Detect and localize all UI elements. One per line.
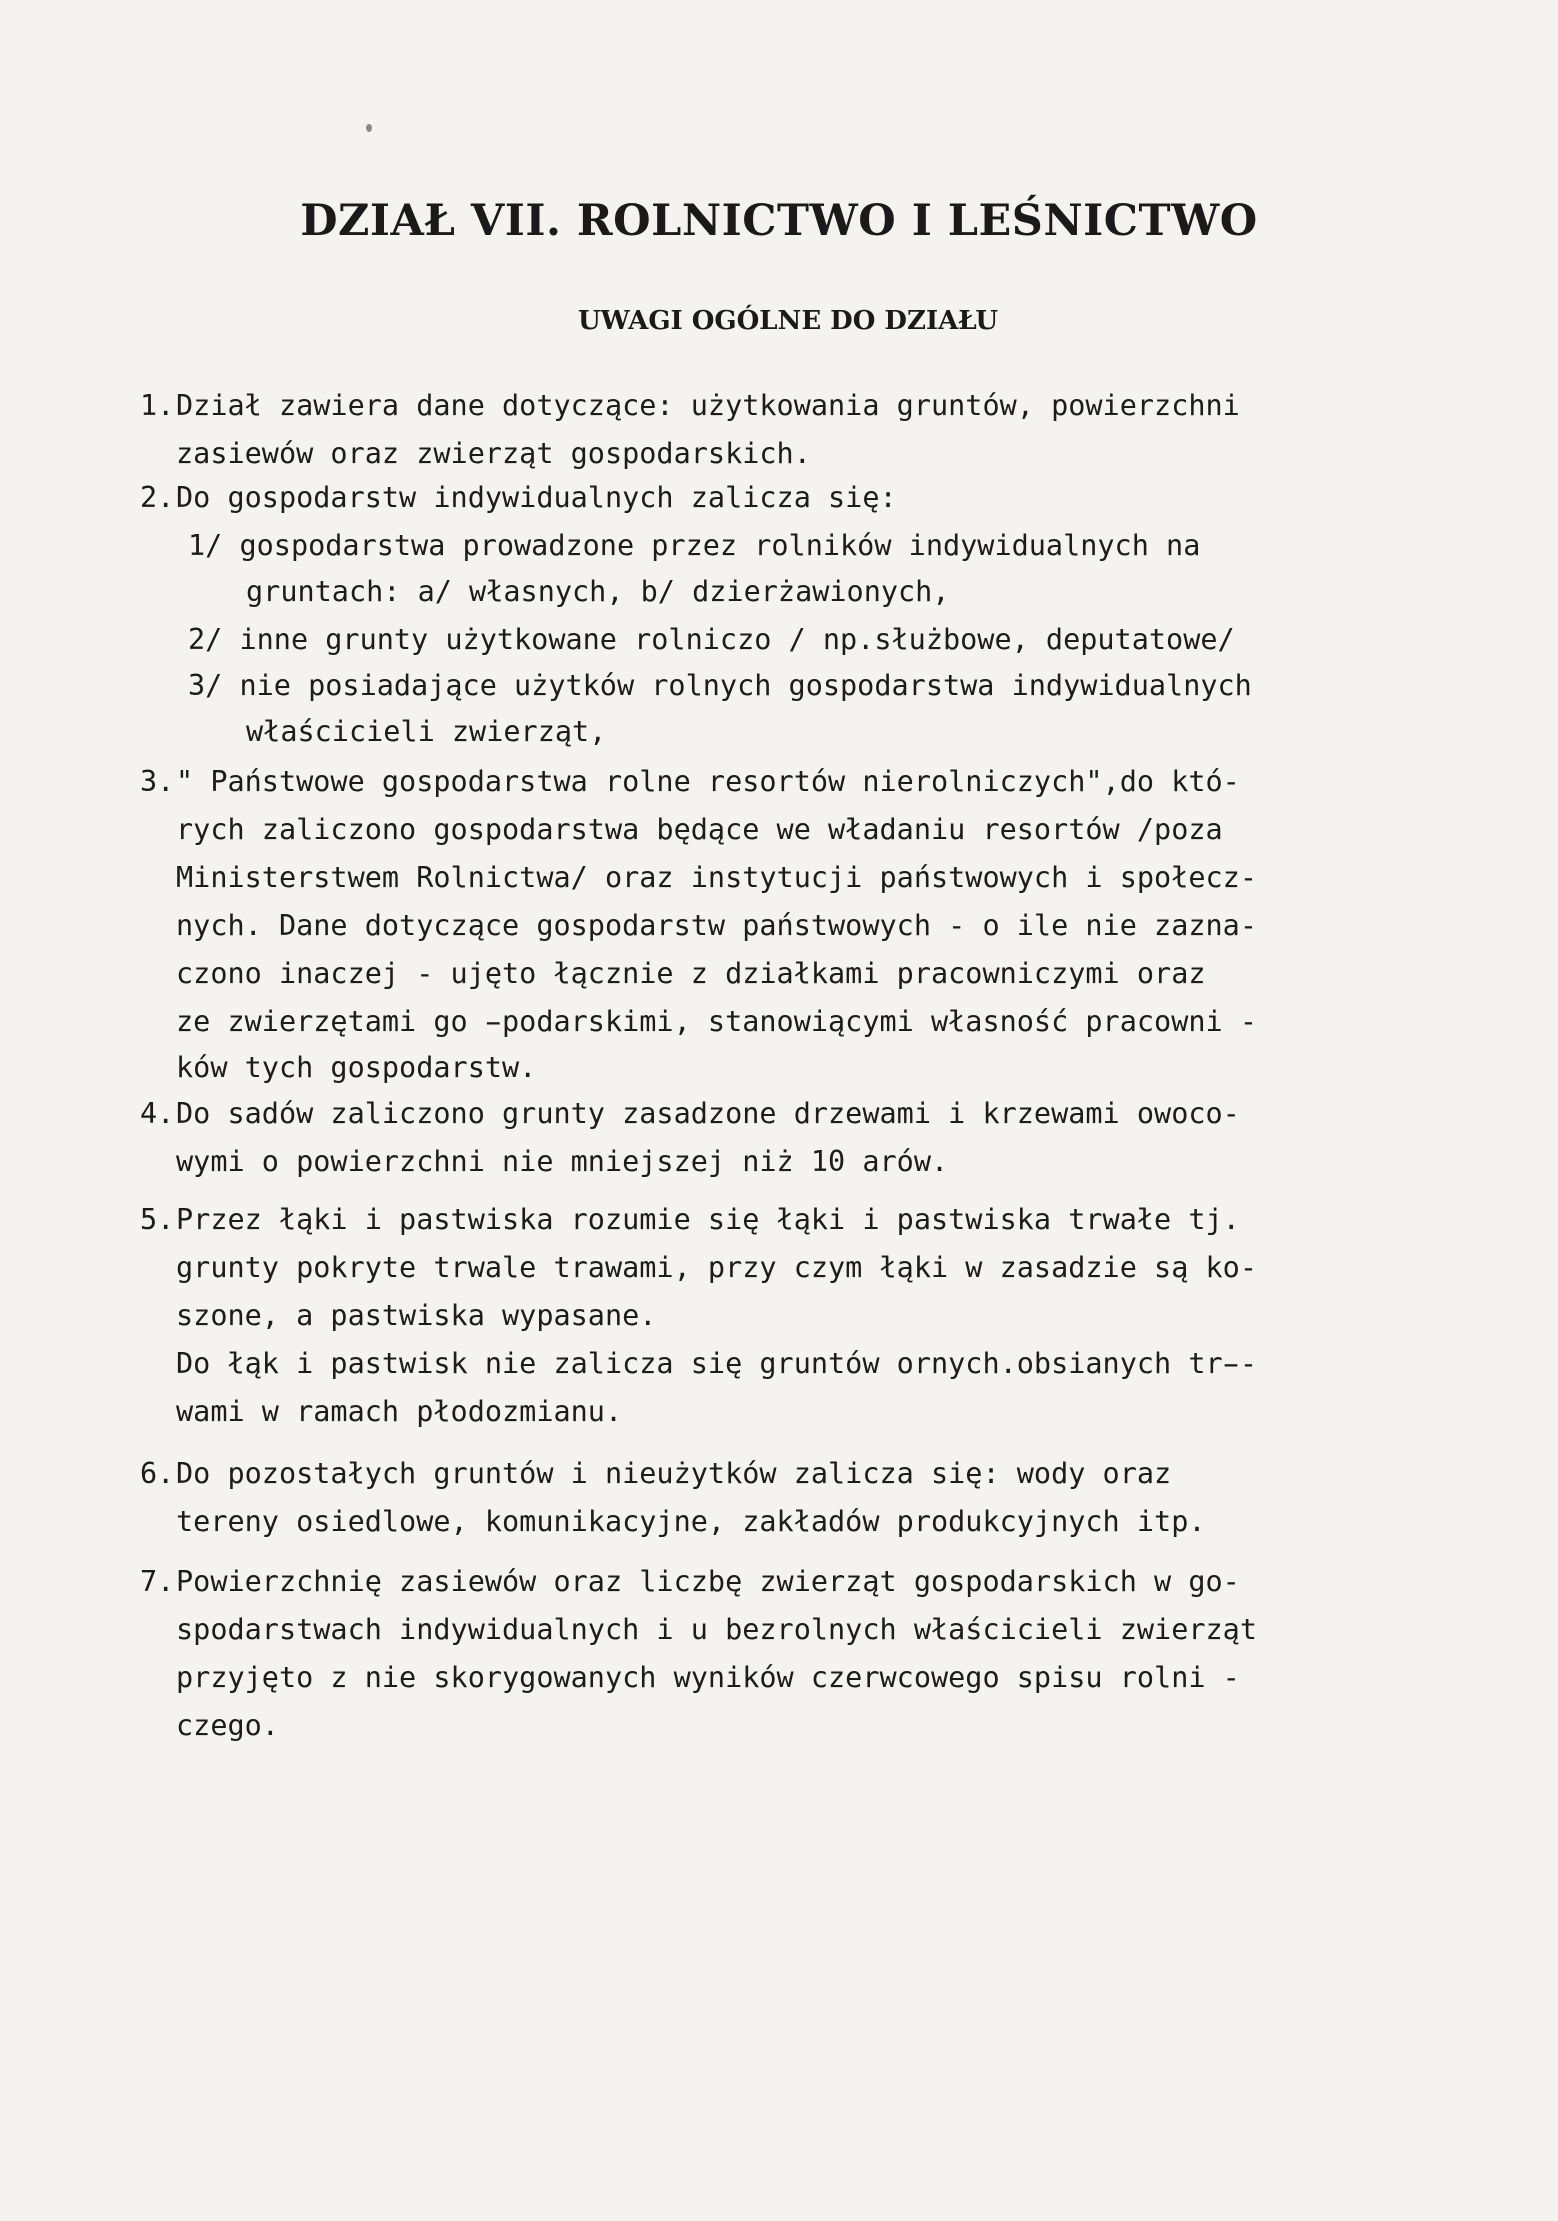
section-title: DZIAŁ VII. ROLNICTWO I LEŚNICTWO <box>300 196 1258 246</box>
item-line: nych. Dane dotyczące gospodarstw państwowych - o ile nie zazna- <box>176 909 1257 942</box>
item-number: 6. <box>140 1457 175 1490</box>
item-line: gruntach: a/ własnych, b/ dzierżawionych, <box>246 575 950 608</box>
item-line: Do pozostałych gruntów i nieużytków zalicza się: wody oraz <box>176 1457 1172 1490</box>
item-line: Ministerstwem Rolnictwa/ oraz instytucji państwowych i społecz- <box>176 861 1257 894</box>
item-line: Dział zawiera dane dotyczące: użytkowania gruntów, powierzchni <box>176 389 1240 422</box>
section-subtitle: UWAGI OGÓLNE DO DZIAŁU <box>577 306 999 336</box>
item-number: 3. <box>140 765 175 798</box>
item-line: Do łąk i pastwisk nie zalicza się gruntów ornych.obsianych tr̵- <box>176 1347 1257 1380</box>
item-line: wymi o powierzchni nie mniejszej niż 10 arów. <box>176 1145 949 1178</box>
item-line: Przez łąki i pastwiska rozumie się łąki i pastwiska trwałe tj. <box>176 1203 1240 1236</box>
item-line: ze zwierzętami go ̵podarskimi, stanowiącymi własność pracowni - <box>176 1005 1257 1038</box>
item-number: 5. <box>140 1203 175 1236</box>
item-line: właścicieli zwierząt, <box>246 715 607 748</box>
item-line: czono inaczej - ujęto łącznie z działkami pracowniczymi oraz <box>176 957 1206 990</box>
item-line: zasiewów oraz zwierząt gospodarskich. <box>176 437 811 470</box>
item-line: 2/ inne grunty użytkowane rolniczo / np.służbowe, deputatowe/ <box>188 623 1235 656</box>
item-line: 3/ nie posiadające użytków rolnych gospodarstwa indywidualnych <box>188 669 1252 702</box>
item-line: rych zaliczono gospodarstwa będące we władaniu resortów /poza <box>176 813 1223 846</box>
item-line: czego. <box>176 1709 279 1742</box>
item-line: Powierzchnię zasiewów oraz liczbę zwierząt gospodarskich w go- <box>176 1565 1240 1598</box>
item-line: Do gospodarstw indywidualnych zalicza się: <box>176 481 897 514</box>
item-line: grunty pokryte trwale trawami, przy czym łąki w zasadzie są ko- <box>176 1251 1257 1284</box>
item-number: 7. <box>140 1565 175 1598</box>
item-number: 4. <box>140 1097 175 1130</box>
item-number: 1. <box>140 389 175 422</box>
scan-speck <box>366 124 372 132</box>
item-line: spodarstwach indywidualnych i u bezrolnych właścicieli zwierząt <box>176 1613 1257 1646</box>
item-line: 1/ gospodarstwa prowadzone przez rolników indywidualnych na <box>188 529 1201 562</box>
item-line: wami w ramach płodozmianu. <box>176 1395 623 1428</box>
item-line: ków tych gospodarstw. <box>176 1051 537 1084</box>
item-number: 2. <box>140 481 175 514</box>
item-line: Do sadów zaliczono grunty zasadzone drzewami i krzewami owoco- <box>176 1097 1240 1130</box>
item-line: przyjęto z nie skorygowanych wyników czerwcowego spisu rolni - <box>176 1661 1240 1694</box>
item-line: tereny osiedlowe, komunikacyjne, zakładów produkcyjnych itp. <box>176 1505 1206 1538</box>
item-line: szone, a pastwiska wypasane. <box>176 1299 657 1332</box>
item-line: " Państwowe gospodarstwa rolne resortów nierolniczych",do któ- <box>176 765 1240 798</box>
